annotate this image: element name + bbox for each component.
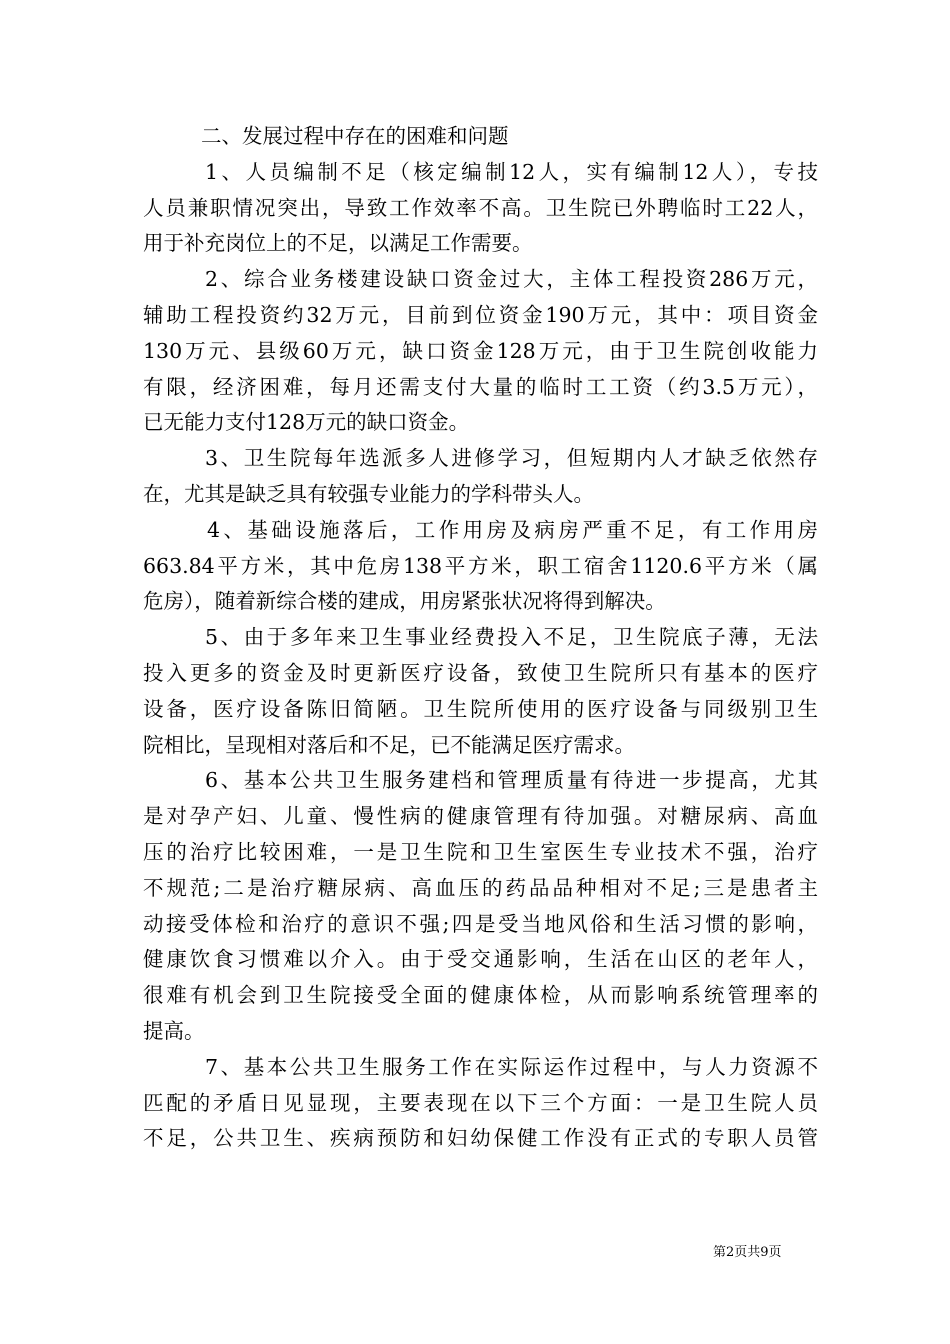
paragraph-line: 1、人员编制不足（核定编制12人，实有编制12人），专技: [205, 159, 818, 184]
paragraph-line: 很难有机会到卫生院接受全面的健康体检，从而影响系统管理率的: [143, 983, 818, 1008]
paragraph-line: 不规范;二是治疗糖尿病、高血压的药品品种相对不足;三是患者主: [143, 875, 818, 900]
paragraph-line: 2、综合业务楼建设缺口资金过大，主体工程投资286万元，: [205, 267, 818, 292]
paragraph-line: 3、卫生院每年选派多人进修学习，但短期内人才缺乏依然存: [205, 446, 818, 471]
paragraph-line: 提高。: [143, 1018, 205, 1043]
paragraph-line: 设备，医疗设备陈旧简陋。卫生院所使用的医疗设备与同级别卫生: [143, 696, 818, 721]
paragraph-line: 健康饮食习惯难以介入。由于受交通影响，生活在山区的老年人，: [143, 947, 818, 972]
document-body: [143, 119, 818, 1157]
paragraph-line: 投入更多的资金及时更新医疗设备，致使卫生院所只有基本的医疗: [143, 660, 818, 685]
paragraph-line: 人员兼职情况突出，导致工作效率不高。卫生院已外聘临时工22人，: [143, 195, 818, 220]
paragraph-line: 130万元、县级60万元，缺口资金128万元，由于卫生院创收能力: [143, 338, 818, 363]
paragraph-line: 7、基本公共卫生服务工作在实际运作过程中，与人力资源不: [205, 1054, 818, 1079]
paragraph-line: 用于补充岗位上的不足，以满足工作需要。: [143, 231, 533, 256]
paragraph-line: 是对孕产妇、儿童、慢性病的健康管理有待加强。对糖尿病、高血: [143, 804, 818, 829]
paragraph-line: 4、基础设施落后，工作用房及病房严重不足，有工作用房: [207, 517, 818, 542]
section-heading: 二、发展过程中存在的困难和问题: [201, 124, 509, 148]
paragraph-line: 5、由于多年来卫生事业经费投入不足，卫生院底子薄，无法: [205, 625, 818, 650]
paragraph-line: 动接受体检和治疗的意识不强;四是受当地风俗和生活习惯的影响，: [143, 911, 818, 936]
paragraph-line: 在，尤其是缺乏具有较强专业能力的学科带头人。: [143, 481, 594, 506]
paragraph-line: 匹配的矛盾日见显现，主要表现在以下三个方面：一是卫生院人员: [143, 1090, 818, 1115]
paragraph-line: 不足，公共卫生、疾病预防和妇幼保健工作没有正式的专职人员管: [143, 1126, 818, 1151]
paragraph-line: 院相比，呈现相对落后和不足，已不能满足医疗需求。: [143, 732, 635, 757]
page-number: 第2页共9页: [713, 1245, 782, 1260]
paragraph-line: 663.84平方米，其中危房138平方米，职工宿舍1120.6平方米（属: [143, 553, 818, 578]
paragraph-line: 6、基本公共卫生服务建档和管理质量有待进一步提高，尤其: [205, 768, 818, 793]
paragraph-line: 压的治疗比较困难，一是卫生院和卫生室医生专业技术不强，治疗: [143, 839, 818, 864]
paragraph-line: 辅助工程投资约32万元，目前到位资金190万元，其中：项目资金: [143, 302, 818, 327]
paragraph-line: 有限，经济困难，每月还需支付大量的临时工工资（约3.5万元），: [143, 374, 818, 399]
paragraph-line: 危房），随着新综合楼的建成，用房紧张状况将得到解决。: [143, 589, 666, 614]
paragraph-line: 已无能力支付128万元的缺口资金。: [143, 410, 470, 435]
